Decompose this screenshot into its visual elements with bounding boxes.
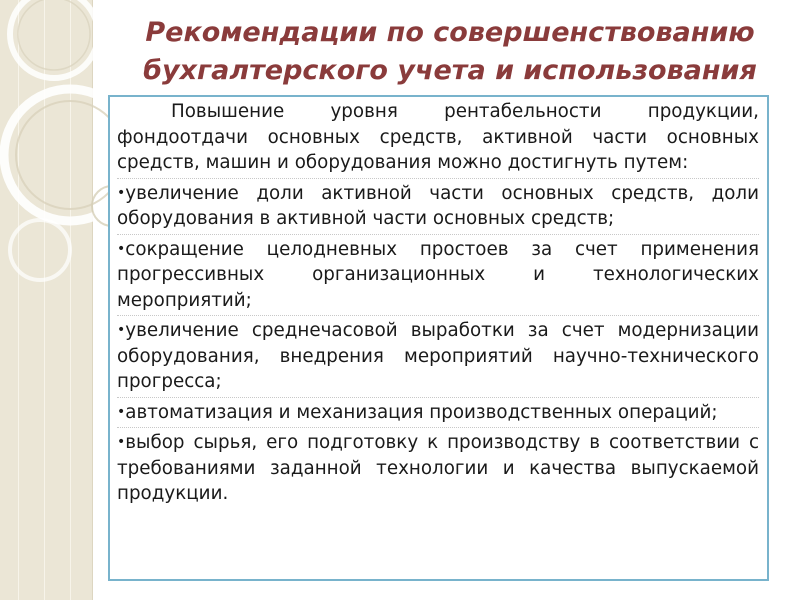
bullet-icon: • <box>117 322 126 338</box>
title-line-2: бухгалтерского учета и использования <box>143 55 757 86</box>
bullet-item-3 <box>117 318 759 398</box>
bullet-icon: • <box>117 403 126 420</box>
bullet-icon: • <box>117 240 126 257</box>
slide-title-area <box>110 14 790 92</box>
bullet-text: выбор сырья, его подготовку к производству в соответствии с требованиями заданной технологии и качества выпускаемой продукции. <box>117 432 759 504</box>
bullet-icon: • <box>117 434 126 450</box>
title-line-3 <box>120 90 780 92</box>
slide-title <box>120 14 780 92</box>
bullet-item-2 <box>117 237 759 317</box>
bullet-item-1 <box>117 181 759 235</box>
intro-paragraph: Повышение уровня рентабельности продукции, фондоотдачи основных средств, активной части основных средств, машин и оборудования можно достигнуть путем: <box>117 99 759 179</box>
bullet-icon: • <box>117 184 126 201</box>
bullet-text: сокращение целодневных простоев за счет применения прогрессивных организационных и технологических мероприятий; <box>117 238 759 311</box>
bullet-text: автоматизация и механизация производственных операций; <box>125 401 718 423</box>
bullet-text: увеличение доли активной части основных средств, доли оборудования в активной части основных средств; <box>117 182 759 229</box>
title-line-1: Рекомендации по совершенствованию <box>145 17 755 48</box>
content-box <box>108 95 769 581</box>
bullet-item-4 <box>117 400 759 429</box>
bullet-text: увеличение среднечасовой выработки за счет модернизации оборудования, внедрения мероприятий научно-технического прогресса; <box>117 320 759 392</box>
bullet-item-5 <box>117 430 759 509</box>
